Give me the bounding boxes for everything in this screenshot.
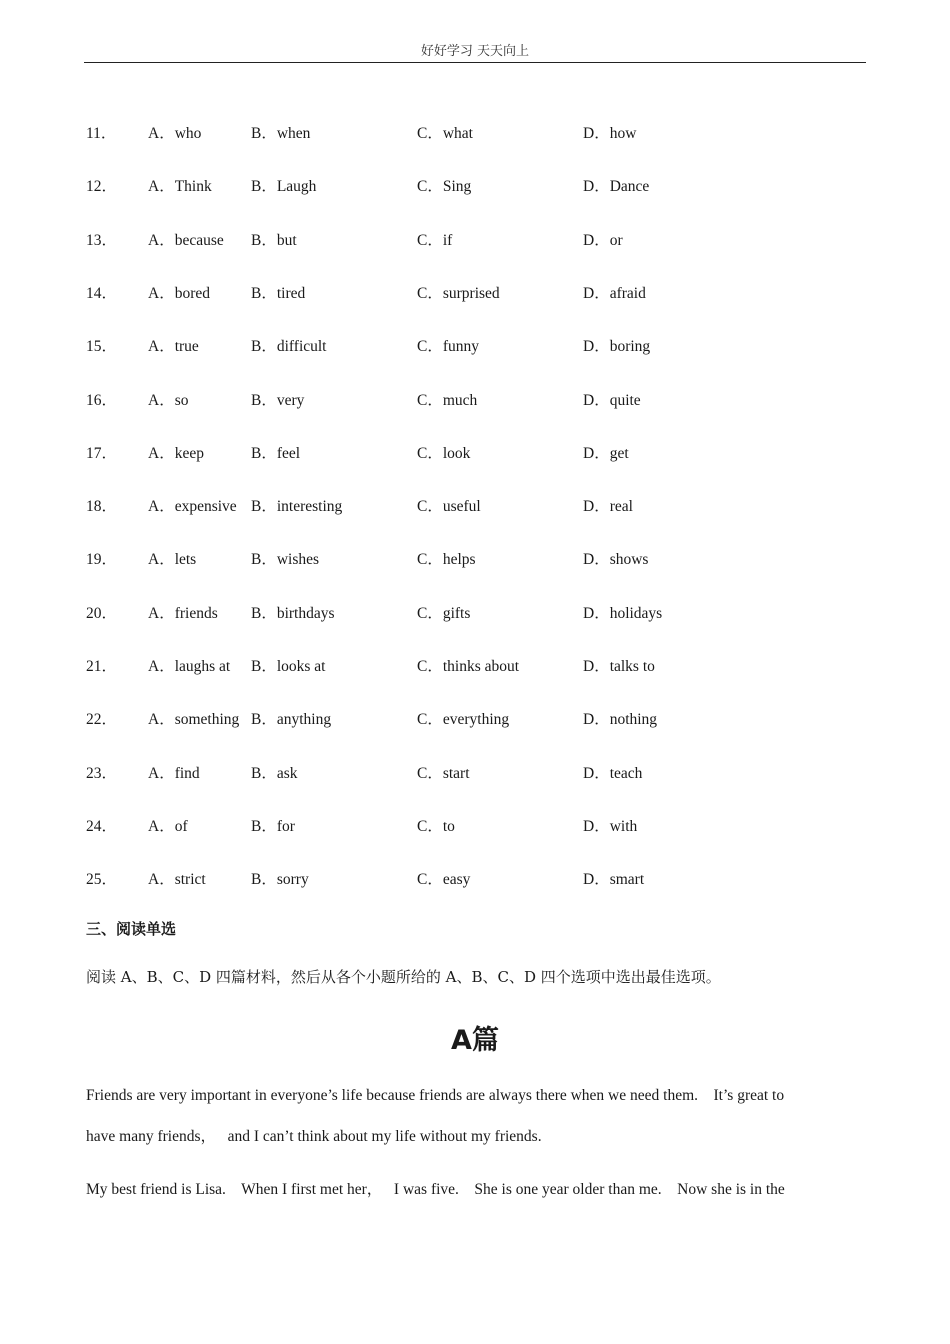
option-a: A．find	[148, 765, 200, 782]
option-c: C．start	[417, 765, 470, 782]
question-number: 18．	[86, 498, 118, 515]
question-number: 20．	[86, 605, 118, 622]
option-b: B．birthdays	[251, 605, 335, 622]
option-d: D．quite	[583, 392, 641, 409]
option-d: D．talks to	[583, 658, 655, 675]
question-row	[86, 176, 866, 198]
option-a: A．lets	[148, 551, 197, 568]
option-c: C．much	[417, 392, 478, 409]
question-number: 17．	[86, 445, 118, 462]
question-row	[86, 496, 866, 518]
option-c: C．what	[417, 125, 473, 142]
option-d: D．afraid	[583, 285, 646, 302]
option-a: A．of	[148, 818, 188, 835]
option-b: B．for	[251, 818, 295, 835]
option-a: A．laughs at	[148, 658, 231, 675]
question-row	[86, 549, 866, 571]
question-number: 19．	[86, 551, 118, 568]
question-row	[86, 816, 866, 838]
option-a: A．keep	[148, 445, 204, 462]
option-a: A．friends	[148, 605, 218, 622]
option-d: D．shows	[583, 551, 649, 568]
option-d: D．teach	[583, 765, 643, 782]
option-b: B．wishes	[251, 551, 320, 568]
passage-line: Friends are very important in everyone’s life because friends are always there when we need them. It’s great to	[86, 1087, 785, 1104]
option-b: B．difficult	[251, 338, 327, 355]
option-c: C．look	[417, 445, 471, 462]
question-number: 22．	[86, 711, 118, 728]
option-a: A．something	[148, 711, 240, 728]
question-number: 24．	[86, 818, 118, 835]
question-number: 25．	[86, 871, 118, 888]
option-d: D．get	[583, 445, 629, 462]
option-a: A．because	[148, 232, 224, 249]
page-header: 好好学习 天天向上	[420, 44, 530, 59]
option-c: C．everything	[417, 711, 510, 728]
option-c: C．easy	[417, 871, 471, 888]
question-number: 11．	[86, 125, 117, 142]
option-b: B．looks at	[251, 658, 326, 675]
option-b: B．tired	[251, 285, 306, 302]
question-number: 13．	[86, 232, 118, 249]
question-number: 12．	[86, 178, 118, 195]
question-row	[86, 869, 866, 891]
option-c: C．surprised	[417, 285, 500, 302]
option-a: A．Think	[148, 178, 212, 195]
option-d: D．holidays	[583, 605, 663, 622]
header-rule	[84, 62, 866, 63]
question-number: 16．	[86, 392, 118, 409]
option-c: C．if	[417, 232, 453, 249]
option-c: C．useful	[417, 498, 481, 515]
option-d: D．Dance	[583, 178, 650, 195]
question-row	[86, 603, 866, 625]
passage-line: have many friends， and I can’t think about my life without my friends.	[86, 1128, 542, 1145]
option-c: C．to	[417, 818, 455, 835]
option-c: C．funny	[417, 338, 480, 355]
option-d: D．with	[583, 818, 638, 835]
section-instruction: 阅读 A、B、C、D 四篇材料，然后从各个小题所给的 A、B、C、D 四个选项中选出最佳选项。	[86, 968, 721, 986]
question-number: 15．	[86, 338, 118, 355]
question-row	[86, 123, 866, 145]
option-b: B．interesting	[251, 498, 343, 515]
option-d: D．real	[583, 498, 633, 515]
question-number: 14．	[86, 285, 118, 302]
question-row	[86, 336, 866, 358]
option-b: B．when	[251, 125, 311, 142]
question-row	[86, 230, 866, 252]
option-b: B．very	[251, 392, 305, 409]
option-b: B．but	[251, 232, 297, 249]
option-a: A．true	[148, 338, 199, 355]
option-a: A．bored	[148, 285, 210, 302]
option-c: C．Sing	[417, 178, 472, 195]
option-c: C．helps	[417, 551, 476, 568]
option-d: D．nothing	[583, 711, 658, 728]
question-row	[86, 443, 866, 465]
option-b: B．anything	[251, 711, 332, 728]
option-d: D．smart	[583, 871, 645, 888]
option-a: A．strict	[148, 871, 206, 888]
question-number: 23．	[86, 765, 118, 782]
option-c: C．thinks about	[417, 658, 520, 675]
question-row	[86, 656, 866, 678]
option-d: D．how	[583, 125, 637, 142]
question-row	[86, 283, 866, 305]
section-title: 三、阅读单选	[86, 920, 177, 938]
passage-line: My best friend is Lisa. When I first met her， I was five. She is one year older than me. Now she is in the	[86, 1181, 785, 1198]
option-b: B．feel	[251, 445, 301, 462]
passage-title: A篇	[451, 1025, 499, 1056]
option-b: B．sorry	[251, 871, 309, 888]
option-b: B．ask	[251, 765, 298, 782]
question-row	[86, 390, 866, 412]
option-d: D．boring	[583, 338, 651, 355]
question-row	[86, 763, 866, 785]
option-a: A．so	[148, 392, 189, 409]
option-d: D．or	[583, 232, 623, 249]
option-a: A．expensive	[148, 498, 237, 515]
question-number: 21．	[86, 658, 118, 675]
option-b: B．Laugh	[251, 178, 317, 195]
question-row	[86, 709, 866, 731]
option-c: C．gifts	[417, 605, 471, 622]
option-a: A．who	[148, 125, 202, 142]
